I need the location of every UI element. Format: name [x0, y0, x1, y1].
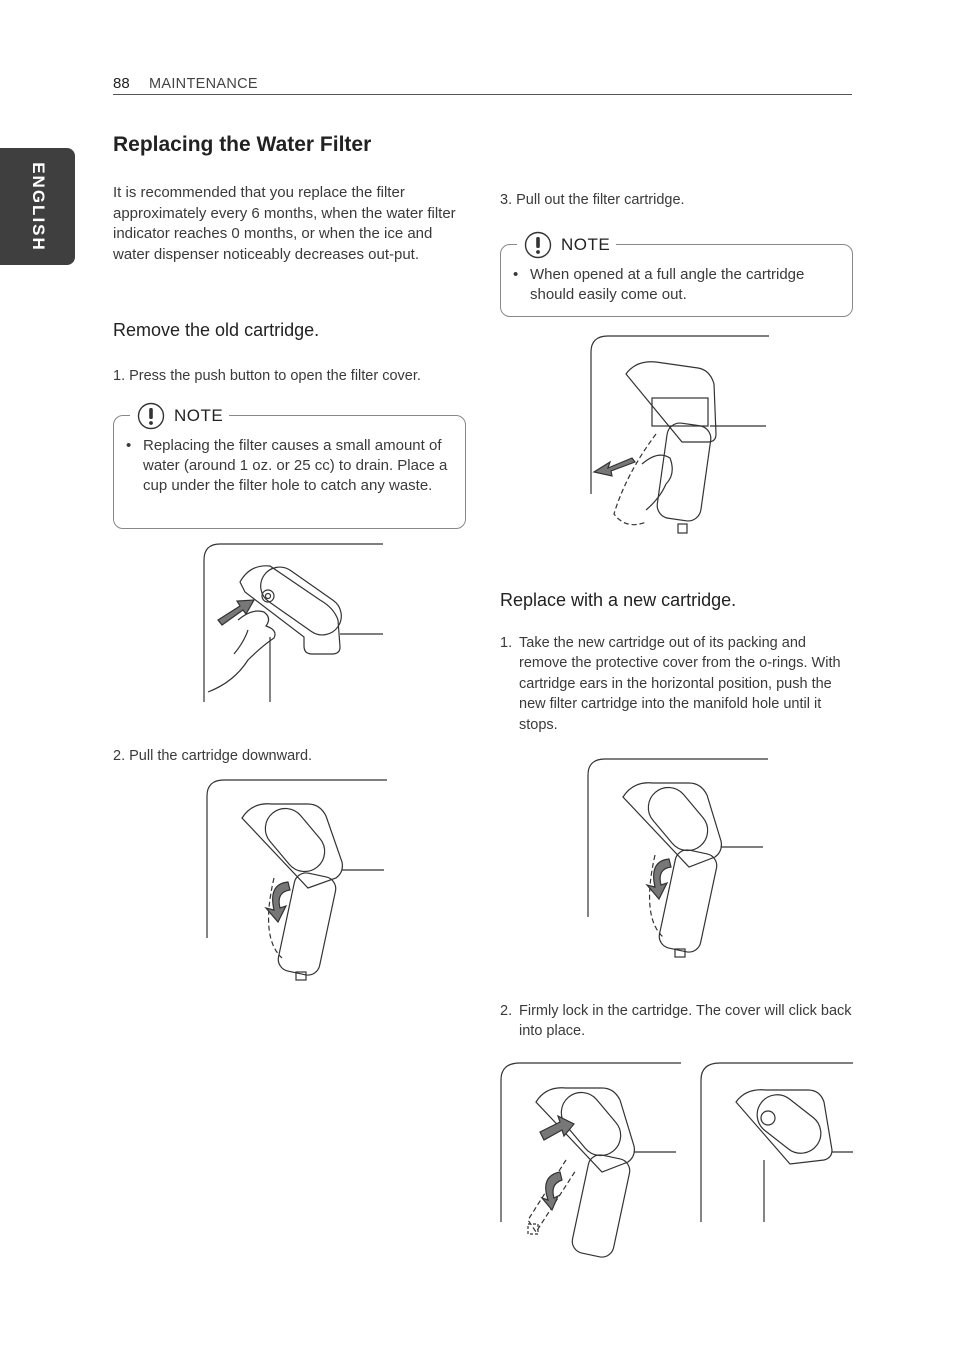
note-text: Replacing the filter causes a small amount of water (around 1 oz. or 25 cc) to drain. Place a cup under the filter hole to catch any waste. [143, 437, 448, 494]
language-tab-label: ENGLISH [28, 161, 48, 252]
replace-step-2-text: Firmly lock in the cartridge. The cover will click back into place. [519, 1003, 852, 1040]
exclamation-circle-icon [136, 402, 166, 430]
note-body [513, 265, 842, 305]
replace-step-1 [500, 633, 852, 735]
note-box-2 [500, 235, 853, 317]
page-title: Replacing the Water Filter [113, 133, 372, 156]
intro-paragraph: It is recommended that you replace the filter approximately every 6 months, when the water filter indicator reaches 0 months, or when the ice and water dispenser noticeably decreases out-put. [113, 184, 456, 263]
replace-step-2-number: 2. [500, 1003, 513, 1019]
section-name: MAINTENANCE [149, 76, 258, 92]
remove-heading: Remove the old cartridge. [113, 320, 320, 340]
illustration-cover-closed [698, 1060, 853, 1225]
arrow-icon [542, 1172, 562, 1210]
note-label: NOTE [561, 235, 611, 254]
note-header [130, 402, 229, 430]
illustration-insert-new [585, 757, 770, 962]
illustration-press-button [200, 542, 390, 707]
page-number: 88 [113, 75, 130, 92]
illustration-pull-down [204, 778, 389, 983]
note-bullet: • [513, 266, 519, 283]
replace-step-2 [500, 1001, 852, 1042]
illustration-pull-out [586, 334, 771, 539]
language-tab [0, 148, 75, 265]
remove-step-2: 2. Pull the cartridge downward. [113, 748, 313, 764]
exclamation-circle-icon [523, 231, 553, 259]
replace-step-1-number: 1. [500, 635, 513, 651]
note-bullet: • [126, 437, 132, 454]
note-box-1 [113, 406, 466, 529]
page-header [113, 74, 852, 95]
arrow-icon [594, 458, 635, 476]
remove-step-1: 1. Press the push button to open the filter cover. [113, 368, 421, 384]
replace-step-1-text: Take the new cartridge out of its packing and remove the protective cover from the o-rings. With cartridge ears in the horizontal position, push the new filter cartridge into the manifold hole until it stops. [519, 635, 841, 733]
replace-heading: Replace with a new cartridge. [500, 590, 737, 610]
note-label: NOTE [174, 406, 224, 425]
remove-step-3: 3. Pull out the filter cartridge. [500, 192, 685, 208]
note-header [517, 231, 616, 259]
illustration-lock-cartridge [498, 1060, 683, 1265]
note-text: When opened at a full angle the cartridge should easily come out. [530, 266, 805, 303]
note-body [126, 436, 455, 495]
